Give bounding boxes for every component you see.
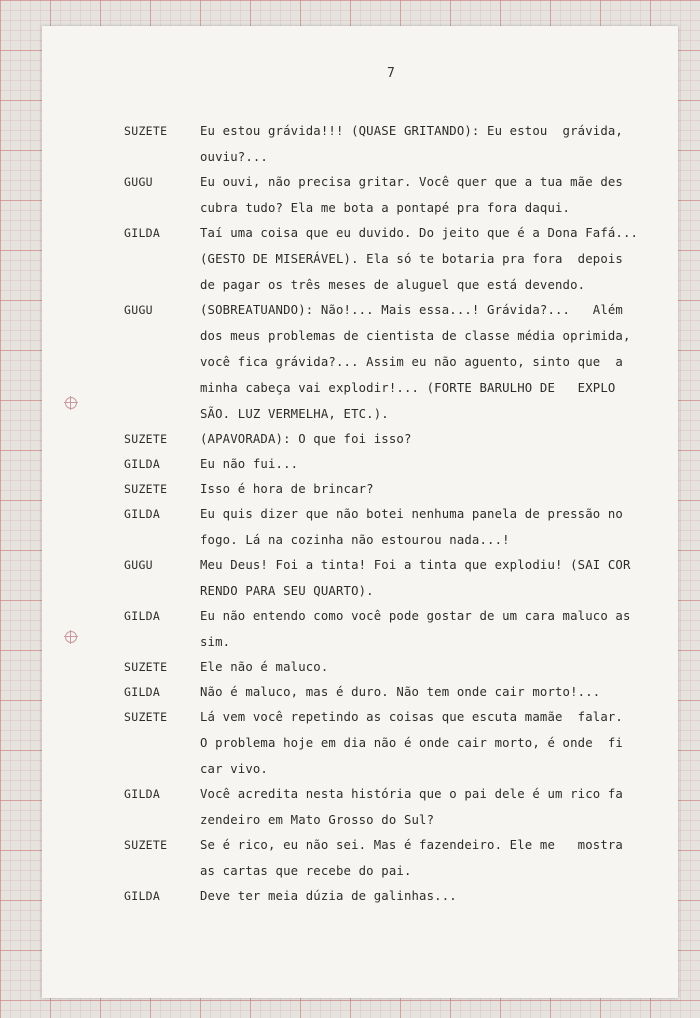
dialogue-line: Eu não entendo como você pode gostar de um cara maluco as [200,609,631,623]
dialogue-line: Meu Deus! Foi a tinta! Foi a tinta que explodiu! (SAI COR [200,558,631,572]
speaker-name: SUZETE [124,710,168,724]
dialogue-line: sim. [200,635,231,649]
dialogue-line: Eu ouvi, não precisa gritar. Você quer que a tua mãe des [200,175,623,189]
speaker-name: GILDA [124,226,161,240]
speaker-name: GILDA [124,889,161,903]
dialogue-line: as cartas que recebe do pai. [200,864,412,878]
dialogue-line: ouviu?... [200,150,268,164]
dialogue-line: você fica grávida?... Assim eu não aguento, sinto que a [200,355,623,369]
speaker-name: SUZETE [124,660,168,674]
speaker-name: GILDA [124,685,161,699]
punch-hole-mark-icon [64,396,78,410]
dialogue-line: RENDO PARA SEU QUARTO). [200,584,374,598]
dialogue-line: (APAVORADA): O que foi isso? [200,432,412,446]
dialogue-line: Não é maluco, mas é duro. Não tem onde cair morto!... [200,685,601,699]
speaker-name: SUZETE [124,482,168,496]
page-number: 7 [387,66,395,81]
dialogue-line: (SOBREATUANDO): Não!... Mais essa...! Grávida?... Além [200,303,623,317]
dialogue-line: Ele não é maluco. [200,660,329,674]
dialogue-line: (GESTO DE MISERÁVEL). Ela só te botaria pra fora depois [200,252,623,266]
speaker-name: GILDA [124,457,161,471]
dialogue-line: de pagar os três meses de aluguel que está devendo. [200,278,586,292]
speaker-name: SUZETE [124,124,168,138]
dialogue-line: Isso é hora de brincar? [200,482,374,496]
dialogue-line: dos meus problemas de cientista de classe média oprimida, [200,329,631,343]
speaker-name: SUZETE [124,432,168,446]
speaker-name: SUZETE [124,838,168,852]
dialogue-line: zendeiro em Mato Grosso do Sul? [200,813,435,827]
speaker-name: GUGU [124,303,153,317]
speaker-name: GUGU [124,175,153,189]
speaker-name: GILDA [124,507,161,521]
dialogue-line: Deve ter meia dúzia de galinhas... [200,889,457,903]
dialogue-line: Eu não fui... [200,457,299,471]
dialogue-line: car vivo. [200,762,268,776]
dialogue-line: O problema hoje em dia não é onde cair morto, é onde fi [200,736,623,750]
dialogue-line: Você acredita nesta história que o pai dele é um rico fa [200,787,623,801]
script-page [42,26,678,998]
dialogue-line: Taí uma coisa que eu duvido. Do jeito que é a Dona Fafá... [200,226,639,240]
dialogue-line: Eu quis dizer que não botei nenhuma panela de pressão no [200,507,623,521]
punch-hole-mark-icon [64,630,78,644]
dialogue-line: minha cabeça vai explodir!... (FORTE BARULHO DE EXPLO [200,381,616,395]
speaker-name: GUGU [124,558,153,572]
dialogue-line: cubra tudo? Ela me bota a pontapé pra fora daqui. [200,201,571,215]
speaker-name: GILDA [124,609,161,623]
dialogue-line: Lá vem você repetindo as coisas que escuta mamãe falar. [200,710,623,724]
speaker-name: GILDA [124,787,161,801]
dialogue-line: SÃO. LUZ VERMELHA, ETC.). [200,407,389,421]
dialogue-line: fogo. Lá na cozinha não estourou nada...! [200,533,510,547]
dialogue-line: Se é rico, eu não sei. Mas é fazendeiro. Ele me mostra [200,838,623,852]
dialogue-line: Eu estou grávida!!! (QUASE GRITANDO): Eu estou grávida, [200,124,623,138]
